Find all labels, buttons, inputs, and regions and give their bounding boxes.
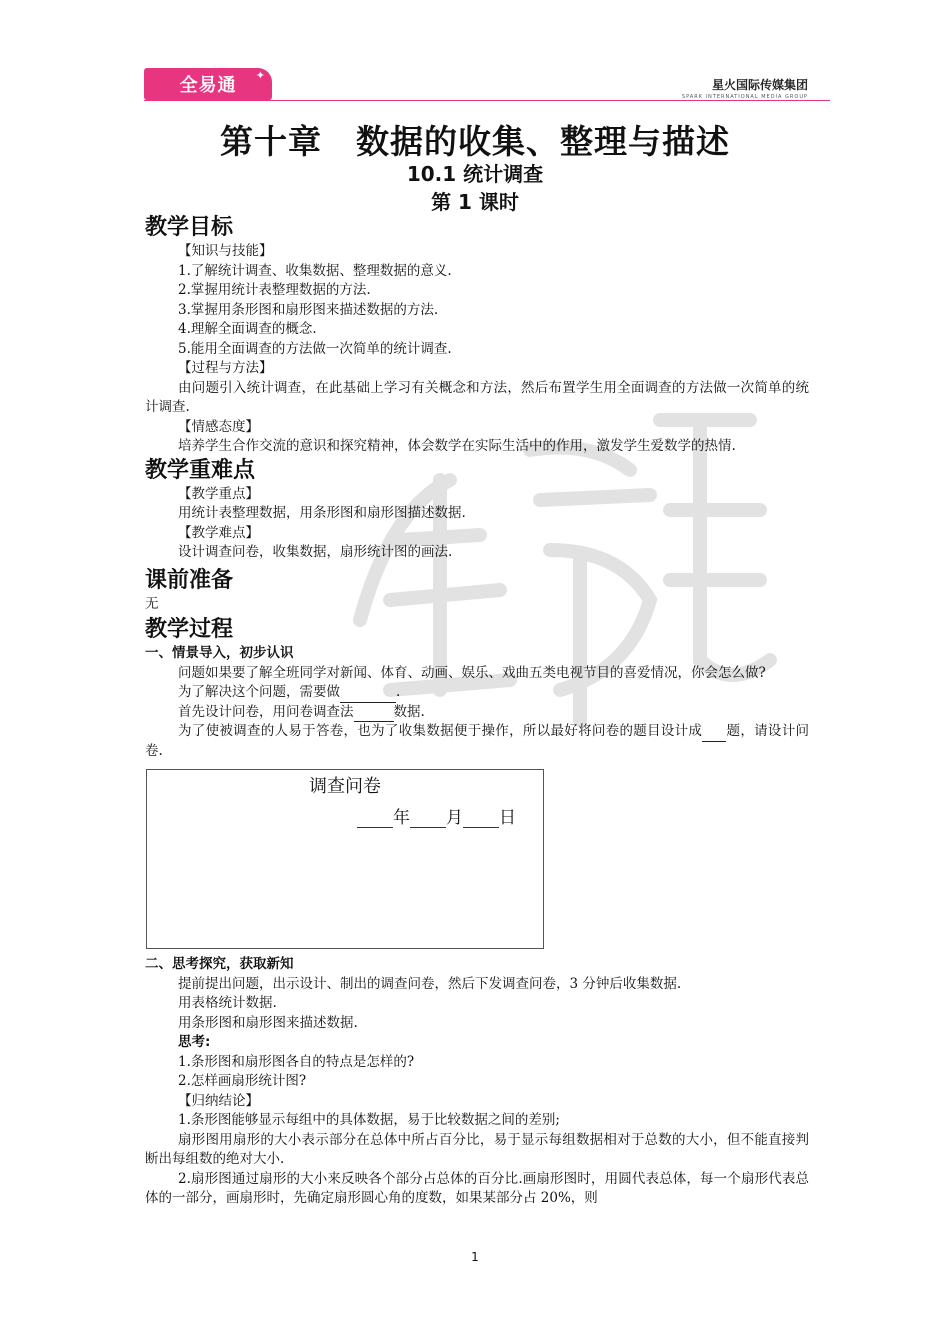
lesson-title: 第 1 课时 <box>431 190 519 214</box>
survey-title: 调查问卷 <box>309 776 381 797</box>
preparation-text: 无 <box>145 595 159 612</box>
goal-item-5: 5.能用全面调查的方法做一次简单的统计调查. <box>178 340 452 357</box>
month-label: 月 <box>446 808 463 828</box>
goal-item-1: 1.了解统计调查、收集数据、整理数据的意义. <box>178 262 452 279</box>
day-label: 日 <box>499 808 516 828</box>
sparkle-icon: ✦ <box>255 69 266 82</box>
fill-line-1: 为了解决这个问题，需要做 . <box>145 683 809 703</box>
label-difficult-point: 【教学难点】 <box>178 524 259 541</box>
heading-teaching-process: 教学过程 <box>145 617 234 642</box>
fill-text-2b: 数据. <box>393 703 425 720</box>
heading-preparation: 课前准备 <box>145 567 234 593</box>
think-question-2: 2.怎样画扇形统计图? <box>178 1073 307 1089</box>
label-knowledge-skills: 【知识与技能】 <box>178 243 273 259</box>
label-key-point: 【教学重点】 <box>178 485 259 502</box>
year-blank <box>357 809 393 828</box>
attitude-text: 培养学生合作交流的意识和探究精神，体会数学在实际生活中的作用，激发学生爱数学的热情. <box>178 438 736 454</box>
process-method-text: 由问题引入统计调查，在此基础上学习有关概念和方法，然后布置学生用全面调查的方法做一次简单的统计调查. <box>145 379 809 415</box>
day-blank <box>463 809 499 828</box>
page-number: 1 <box>471 1250 479 1264</box>
explore-step-3: 用条形图和扇形图来描述数据. <box>178 1014 358 1031</box>
year-label: 年 <box>393 808 410 828</box>
conclusion-2: 扇形图用扇形的大小表示部分在总体中所占百分比，易于显示每组数据相对于总数的大小，但不能直接判断出每组数的绝对大小. <box>145 1131 809 1167</box>
quanyitong-logo <box>144 68 272 100</box>
answer-blank-2 <box>354 707 394 722</box>
think-question-1: 1.条形图和扇形图各自的特点是怎样的? <box>178 1053 415 1070</box>
conclusion-1: 1.条形图能够显示每组中的具体数据，易于比较数据之间的差别; <box>178 1112 560 1128</box>
document-body <box>145 214 809 1209</box>
heading-key-points: 教学重难点 <box>145 457 256 483</box>
heading-teaching-goals: 教学目标 <box>145 215 234 240</box>
explore-step-2: 用表格统计数据. <box>178 995 277 1011</box>
header-divider <box>144 100 830 101</box>
survey-form-box <box>146 769 544 949</box>
fill-text-3b: 题，请设计问卷. <box>145 723 810 759</box>
brand-subtitle: SPARK INTERNATIONAL MEDIA GROUP <box>681 94 808 100</box>
fill-line-3 <box>145 722 809 761</box>
explore-step-1: 提前提出问题，出示设计、制出的调查问卷，然后下发调查问卷，3 分钟后收集数据. <box>178 975 682 992</box>
answer-blank-1 <box>340 688 396 703</box>
conclusion-3: 2.扇形图通过扇形的大小来反映各个部分占总体的百分比.画扇形图时，用圆代表总体，每一个扇形代表总体的一部分，画扇形时，先确定扇形圆心角的度数，如果某部分占 20%，则 <box>145 1170 809 1206</box>
brand-name: 星火国际传媒集团 <box>711 78 808 92</box>
fill-text-1: 为了解决这个问题，需要做 <box>178 684 340 700</box>
logo-text: 全易通 <box>179 75 237 96</box>
survey-date-line <box>357 803 516 828</box>
goal-item-2: 2.掌握用统计表整理数据的方法. <box>178 282 371 298</box>
think-label: 思考: <box>178 1034 211 1050</box>
chapter-title: 第十章 数据的收集、整理与描述 <box>220 122 730 161</box>
question-text: 问题如果要了解全班同学对新闻、体育、动画、娱乐、戏曲五类电视节目的喜爱情况，你会怎么做? <box>178 664 766 681</box>
part1-title: 一、情景导入，初步认识 <box>145 645 294 661</box>
goal-item-3: 3.掌握用条形图和扇形图来描述数据的方法. <box>178 301 439 318</box>
key-point-text: 用统计表整理数据，用条形图和扇形图描述数据. <box>178 505 466 521</box>
difficult-point-text: 设计调查问卷，收集数据，扇形统计图的画法. <box>178 544 453 560</box>
brand-block <box>682 76 808 100</box>
fill-line-2 <box>145 703 809 723</box>
part2-title: 二、思考探究，获取新知 <box>145 956 294 972</box>
goal-item-4: 4.理解全面调查的概念. <box>178 321 317 337</box>
answer-blank-3 <box>702 727 726 742</box>
label-conclusion: 【归纳结论】 <box>178 1092 259 1109</box>
month-blank <box>410 809 446 828</box>
section-title: 10.1 统计调查 <box>406 162 544 186</box>
fill-text-3a: 为了使被调查的人易于答卷，也为了收集数据便于操作，所以最好将问卷的题目设计成 <box>178 723 703 739</box>
label-attitude: 【情感态度】 <box>178 418 259 435</box>
label-process-method: 【过程与方法】 <box>178 360 273 376</box>
fill-text-2a: 首先设计问卷，用问卷调查法 <box>178 703 354 720</box>
